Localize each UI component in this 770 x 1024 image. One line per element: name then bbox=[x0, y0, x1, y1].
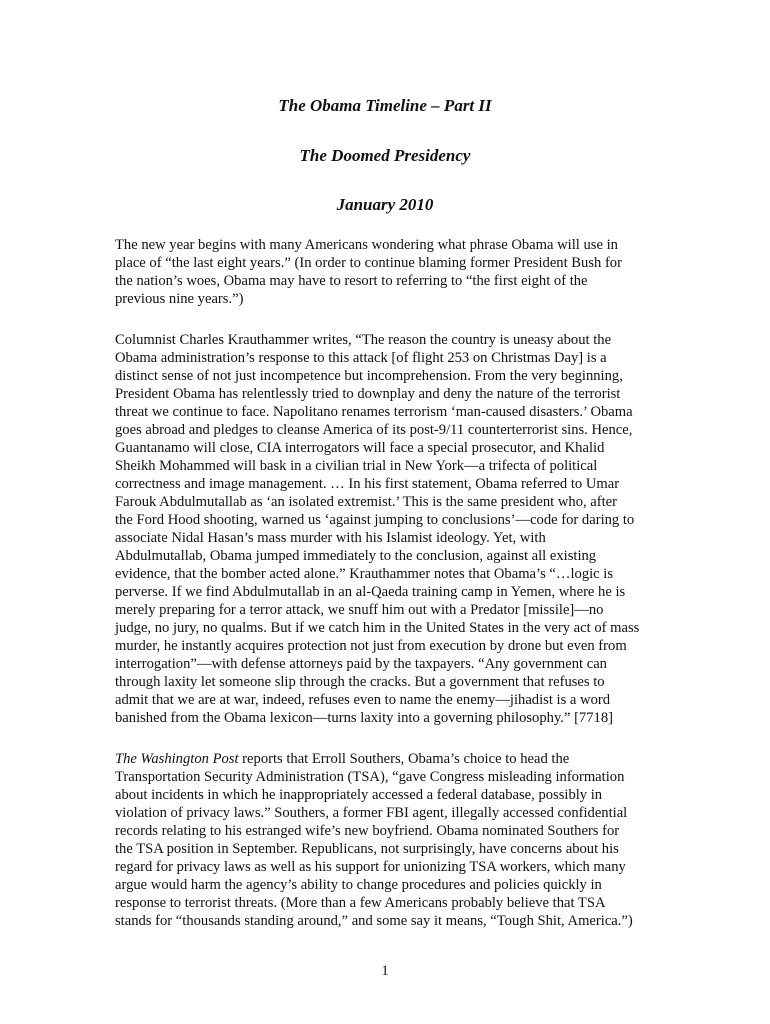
line-text: through laxity let someone slip through the cracks. But a government that refuses to bbox=[115, 674, 605, 690]
paragraph-intro bbox=[115, 236, 665, 308]
text-line bbox=[115, 894, 665, 912]
line-text: records relating to his estranged wife’s new boyfriend. Obama nominated Southers for bbox=[115, 823, 620, 839]
line-text: distinct sense of not just incompetence but incomprehension. From the very beginning, bbox=[115, 368, 623, 384]
page-number: 1 bbox=[381, 963, 389, 979]
text-line bbox=[115, 565, 665, 583]
text-line bbox=[115, 511, 665, 529]
line-text: merely preparing for a terror attack, we snuff him out with a Predator [missile]—no bbox=[115, 602, 604, 618]
text-line bbox=[115, 349, 665, 367]
line-text: place of “the last eight years.” (In order to continue blaming former President Bush for bbox=[115, 255, 622, 271]
section-date-heading: January 2010 bbox=[336, 195, 434, 214]
text-line bbox=[115, 804, 665, 822]
text-line bbox=[115, 619, 665, 637]
text-line bbox=[115, 529, 665, 547]
line-text: reports that Erroll Southers, Obama’s choice to head the bbox=[238, 751, 570, 767]
text-line bbox=[115, 290, 665, 308]
paragraph-washington-post bbox=[115, 750, 665, 930]
paragraph-krauthammer bbox=[115, 331, 665, 727]
text-line bbox=[115, 655, 665, 673]
text-line bbox=[115, 403, 665, 421]
line-text: Obama administration’s response to this attack [of flight 253 on Christmas Day] is a bbox=[115, 350, 607, 366]
line-text: evidence, that the bomber acted alone.” Krauthammer notes that Obama’s “…logic is bbox=[115, 566, 614, 582]
text-line bbox=[115, 601, 665, 619]
text-line bbox=[115, 457, 665, 475]
line-text: Abdulmutallab, Obama jumped immediately to the conclusion, against all existing bbox=[115, 548, 597, 564]
text-line bbox=[115, 236, 665, 254]
line-text: the Ford Hood shooting, warned us ‘against jumping to conclusions’—code for daring to bbox=[115, 512, 635, 528]
document-title: The Obama Timeline – Part II bbox=[278, 96, 492, 115]
line-text: argue would harm the agency’s ability to change procedures and policies quickly in bbox=[115, 877, 602, 893]
publication-name: The Washington Post bbox=[115, 751, 239, 767]
line-text: previous nine years.”) bbox=[115, 291, 244, 307]
text-line bbox=[115, 691, 665, 709]
text-line bbox=[115, 475, 665, 493]
line-text: about incidents in which he inappropriately accessed a federal database, possibly in bbox=[115, 787, 603, 803]
text-line bbox=[115, 768, 665, 786]
line-text: murder, he instantly acquires protection not just from execution by drone but even from bbox=[115, 638, 627, 654]
text-line bbox=[115, 493, 665, 511]
text-line bbox=[115, 547, 665, 565]
text-line bbox=[115, 840, 665, 858]
text-line bbox=[115, 331, 665, 349]
line-text: The new year begins with many Americans wondering what phrase Obama will use in bbox=[115, 237, 618, 253]
line-text: response to terrorist threats. (More than a few Americans probably believe that TSA bbox=[115, 895, 606, 911]
text-line bbox=[115, 876, 665, 894]
text-line bbox=[115, 673, 665, 691]
text-line bbox=[115, 385, 665, 403]
text-line bbox=[115, 367, 665, 385]
text-line bbox=[115, 709, 665, 727]
line-text: the TSA position in September. Republicans, not surprisingly, have concerns about his bbox=[115, 841, 619, 857]
line-text: Columnist Charles Krauthammer writes, “The reason the country is uneasy about the bbox=[115, 332, 612, 348]
line-text: goes abroad and pledges to cleanse America of its post-9/11 counterterrorist sins. Hence, bbox=[115, 422, 633, 438]
line-text: Farouk Abdulmutallab as ‘an isolated extremist.’ This is the same president who, after bbox=[115, 494, 618, 510]
text-line bbox=[115, 439, 665, 457]
line-text: Sheikh Mohammed will bask in a civilian trial in New York—a trifecta of political bbox=[115, 458, 598, 474]
line-text: admit that we are at war, indeed, refuses even to name the enemy—jihadist is a word bbox=[115, 692, 611, 708]
line-text: perverse. If we find Abdulmutallab in an al-Qaeda training camp in Yemen, where he is bbox=[115, 584, 626, 600]
text-line bbox=[115, 421, 665, 439]
text-line bbox=[115, 822, 665, 840]
document-subtitle: The Doomed Presidency bbox=[299, 146, 471, 165]
line-text: Transportation Security Administration (TSA), “gave Congress misleading information bbox=[115, 769, 625, 785]
text-line bbox=[115, 637, 665, 655]
line-text: President Obama has relentlessly tried to downplay and deny the nature of the terrorist bbox=[115, 386, 621, 402]
line-text: threat we continue to face. Napolitano renames terrorism ‘man-caused disasters.’ Obama bbox=[115, 404, 633, 420]
text-line bbox=[115, 254, 665, 272]
text-line bbox=[115, 858, 665, 876]
line-text: associate Nidal Hasan’s mass murder with his Islamist ideology. Yet, with bbox=[115, 530, 546, 546]
line-text: correctness and image management. … In his first statement, Obama referred to Umar bbox=[115, 476, 620, 492]
text-line bbox=[115, 583, 665, 601]
text-line bbox=[115, 750, 665, 768]
line-text: Guantanamo will close, CIA interrogators will face a special prosecutor, and Khalid bbox=[115, 440, 605, 456]
text-line bbox=[115, 786, 665, 804]
text-line bbox=[115, 272, 665, 290]
line-text: the nation’s woes, Obama may have to resort to referring to “the first eight of the bbox=[115, 273, 588, 289]
line-text: judge, no jury, no qualms. But if we catch him in the United States in the very act of mass bbox=[115, 620, 640, 636]
text-line bbox=[115, 912, 665, 930]
line-text: banished from the Obama lexicon—turns laxity into a governing philosophy.” [7718] bbox=[115, 710, 613, 726]
line-text: interrogation”—with defense attorneys paid by the taxpayers. “Any government can bbox=[115, 656, 607, 672]
line-text: regard for privacy laws as well as his support for unionizing TSA workers, which many bbox=[115, 859, 626, 875]
line-text: violation of privacy laws.” Southers, a former FBI agent, illegally accessed confidential bbox=[115, 805, 628, 821]
line-text: stands for “thousands standing around,” and some say it means, “Tough Shit, America.”) bbox=[115, 913, 633, 929]
